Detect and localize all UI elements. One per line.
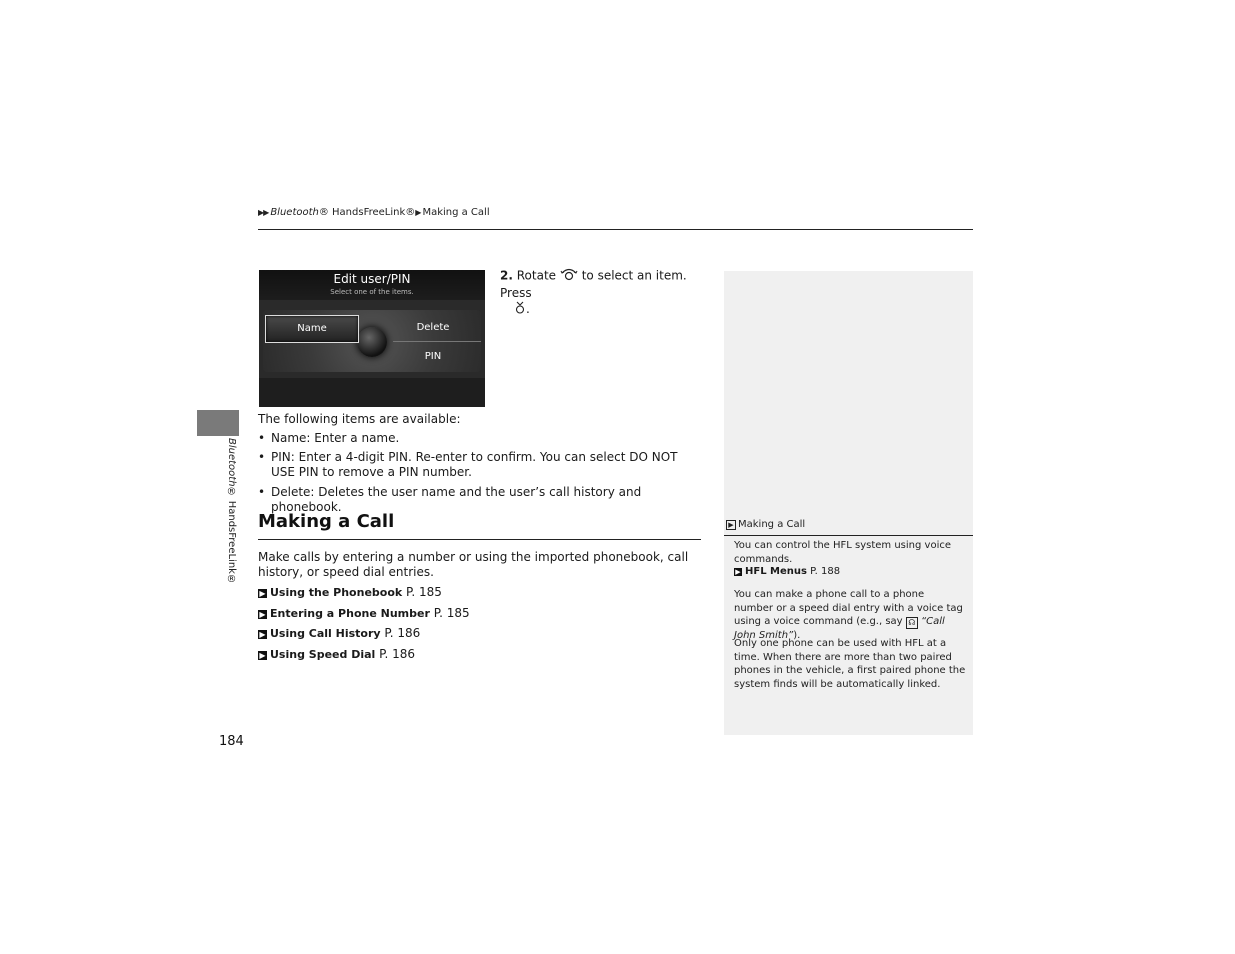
interface-dial-icon	[357, 327, 387, 357]
rotate-dial-icon	[560, 267, 578, 285]
item-text: Enter a 4-digit PIN. Re-enter to confirm. You can select	[294, 450, 630, 464]
sidebar-xref-link[interactable]	[734, 566, 840, 577]
breadcrumb	[258, 207, 490, 218]
xref-page: P. 185	[402, 585, 442, 599]
section-intro: Make calls by entering a number or using the imported phonebook, call history, or speed dial entries.	[258, 550, 689, 579]
step-number: 2.	[500, 268, 513, 283]
breadcrumb-arrow-icon: ▶	[415, 208, 421, 217]
list-item	[258, 431, 703, 446]
item-text: Deletes the user name and the user’s call history and phonebook.	[271, 485, 642, 514]
list-item	[258, 450, 703, 480]
xref-arrow-icon: ▶	[259, 651, 266, 660]
talk-button-icon: ☊	[906, 617, 918, 629]
sidebar-p2-b: ).	[793, 630, 801, 641]
sidebar-p2-quote: “Call John Smith”	[734, 616, 945, 641]
side-label-italic: Bluetooth®	[226, 438, 237, 498]
screen-delete-button: Delete	[416, 322, 450, 333]
xref-arrow-icon: ▶	[735, 568, 741, 576]
sidebar-paragraph: Only one phone can be used with HFL at a time. When there are more than two paired phones in the vehicle, a first paired phone the system finds will be automatically linked.	[734, 638, 966, 690]
xref-link[interactable]	[258, 585, 442, 599]
note-marker-icon: ▶	[726, 520, 736, 530]
breadcrumb-part-2: Making a Call	[422, 207, 490, 218]
sidebar-p2-a: You can make a phone call to a phone number or a speed dial entry with a voice tag using a voice command (e.g., say	[734, 589, 963, 627]
screen-name-button: Name	[265, 315, 359, 343]
xref-label[interactable]: Using Call History	[270, 627, 381, 640]
xref-link[interactable]	[258, 647, 415, 661]
side-label-rest: HandsFreeLink®	[226, 497, 237, 585]
step-text-a: Rotate	[516, 268, 557, 283]
xref-label[interactable]: Entering a Phone Number	[270, 607, 430, 620]
screen-pin-button: PIN	[424, 351, 442, 362]
xref-arrow-icon: ▶	[259, 589, 266, 598]
xref-label[interactable]: Using the Phonebook	[270, 586, 403, 599]
items-intro: The following items are available:	[258, 412, 461, 426]
item-label: Delete:	[271, 485, 315, 499]
sidebar-paragraph: You can control the HFL system using voice commands.	[734, 540, 951, 565]
item-text: Enter a name.	[310, 431, 400, 445]
sidebar-title-text: Making a Call	[738, 519, 806, 530]
sidebar-xref-label[interactable]: HFL Menus	[745, 566, 807, 577]
xref-link[interactable]	[258, 626, 420, 640]
xref-link[interactable]	[258, 606, 470, 620]
press-dial-icon	[514, 301, 526, 318]
header-divider	[258, 229, 973, 230]
xref-label[interactable]: Using Speed Dial	[270, 648, 376, 661]
step-2	[500, 267, 710, 318]
bullet-icon: •	[258, 485, 266, 499]
page-number: 184	[219, 734, 244, 749]
xref-page: P. 186	[380, 626, 421, 640]
item-text: to remove a PIN number.	[318, 465, 472, 479]
item-highlight: DO NOT USE PIN	[271, 450, 678, 479]
item-label: PIN:	[271, 450, 295, 464]
bullet-icon: •	[258, 431, 266, 445]
step-text-c: .	[526, 302, 530, 316]
xref-page: P. 185	[429, 606, 470, 620]
screen-divider	[393, 341, 481, 342]
breadcrumb-part-1-suffix[interactable]: ® HandsFreeLink®	[318, 207, 416, 218]
section-divider	[258, 539, 701, 540]
chapter-tab	[197, 410, 239, 436]
sidebar-divider	[724, 535, 973, 536]
screen-footer	[259, 378, 485, 407]
section-title: Making a Call	[258, 511, 395, 532]
sidebar-paragraph	[734, 588, 966, 643]
xref-arrow-icon: ▶	[259, 630, 266, 639]
screen-title: Edit user/PIN	[333, 272, 411, 286]
xref-arrow-icon: ▶	[259, 610, 266, 619]
step-text-b: to select an item. Press	[500, 268, 687, 300]
breadcrumb-part-1[interactable]: Bluetooth	[270, 207, 319, 218]
item-label: Name:	[271, 431, 311, 445]
sidebar-xref-page: P. 188	[806, 566, 841, 577]
nav-screen-image	[259, 270, 485, 407]
xref-page: P. 186	[375, 647, 416, 661]
sidebar-title	[726, 519, 805, 530]
chapter-side-label	[226, 438, 237, 585]
screen-subtitle: Select one of the items.	[330, 288, 414, 296]
bullet-icon: •	[258, 450, 266, 464]
breadcrumb-arrow-icon: ▶▶	[258, 208, 269, 217]
